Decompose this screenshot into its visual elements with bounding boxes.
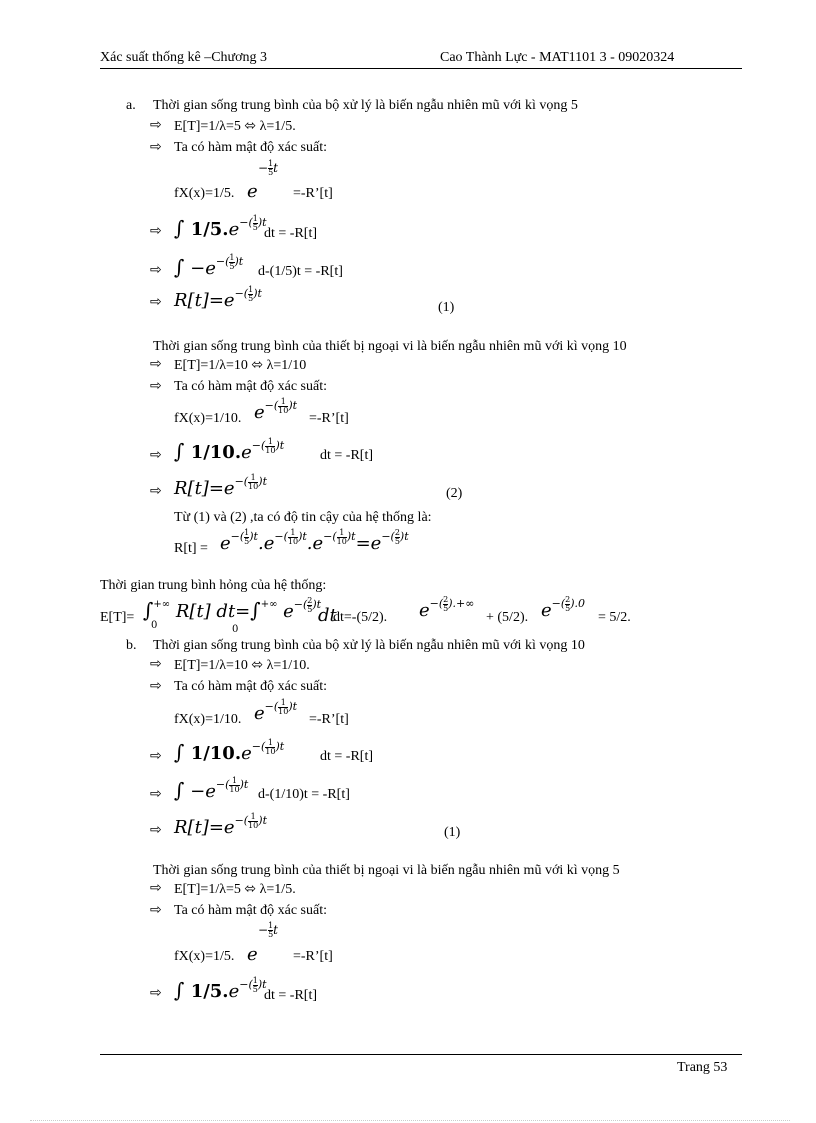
part-a-marker: a. — [126, 98, 136, 113]
header-left: Xác suất thống kê –Chương 3 — [100, 50, 268, 65]
part-b-l1: E[T]=1/λ=10 ⬄ λ=1/10. — [174, 658, 310, 673]
arrow-icon: ⇨ — [150, 902, 162, 918]
arrow-icon: ⇨ — [150, 117, 162, 133]
math-exp: $e^{-( \frac{2}{5} ).0}$ — [541, 594, 586, 621]
part-a-m2: Ta có hàm mật độ xác suất: — [174, 379, 327, 394]
math-exp: $e^{-( \frac{1}{10} )t}$ — [254, 697, 298, 724]
part-a-l4: dt = -R[t] — [264, 226, 317, 241]
arrow-icon: ⇨ — [150, 447, 162, 463]
eq-label: (1) — [444, 825, 461, 840]
integral-expr: ∫ $1/5.e^{-( \frac{1}{5} )t}$ — [174, 975, 267, 1002]
part-b-m2: Ta có hàm mật độ xác suất: — [174, 903, 327, 918]
part-b-l3b: =-R’[t] — [309, 712, 349, 727]
arrow-icon: ⇨ — [150, 294, 162, 310]
arrow-icon: ⇨ — [150, 822, 162, 838]
part-a-intro: Thời gian sống trung bình của bộ xử lý là biến ngẫu nhiên mũ với kì vọng 5 — [153, 98, 578, 113]
part-b-m3a: fX(x)=1/5. — [174, 949, 235, 964]
lower-limit: 0 — [232, 624, 239, 635]
math-e: e — [247, 181, 258, 202]
integral-expr: ∫ $1/10.e^{-( \frac{1}{10} )t}$ — [174, 737, 285, 764]
mean-integral-1: ∫+∞ 0 R[t] dt=∫+∞ $e^{-( \frac{2}{5} )t}$ — [143, 595, 322, 631]
eq-label: (1) — [438, 300, 455, 315]
part-a-m3b: =-R’[t] — [309, 411, 349, 426]
arrow-icon: ⇨ — [150, 262, 162, 278]
math-dt: dt — [318, 605, 337, 626]
part-a-l5: d-(1/5)t = -R[t] — [258, 264, 343, 279]
footer-rule — [100, 1054, 742, 1055]
part-b-marker: b. — [126, 638, 137, 653]
part-b-l2: Ta có hàm mật độ xác suất: — [174, 679, 327, 694]
mean-eq-b: dt=-(5/2). — [333, 610, 388, 625]
part-a-rt: R[t] = — [174, 541, 208, 556]
page-edge — [30, 1120, 790, 1121]
math-e: e — [247, 944, 258, 965]
part-b-intro: Thời gian sống trung bình của bộ xử lý là biến ngẫu nhiên mũ với kì vọng 10 — [153, 638, 585, 653]
arrow-icon: ⇨ — [150, 378, 162, 394]
integral-expr: ∫ $1/5.e^{-( \frac{1}{5} )t}$ — [174, 213, 267, 240]
mean-eq-a: E[T]= — [100, 610, 135, 625]
arrow-icon: ⇨ — [150, 678, 162, 694]
arrow-icon: ⇨ — [150, 880, 162, 896]
rt-expr: $R[t]=e^{-( \frac{1}{5} )t}$ — [174, 284, 262, 311]
part-b-l5: d-(1/10)t = -R[t] — [258, 787, 350, 802]
mean-label: Thời gian trung bình hỏng của hệ thống: — [100, 578, 327, 593]
part-a-l3a: fX(x)=1/5. — [174, 186, 235, 201]
mean-eq-d: = 5/2. — [598, 610, 631, 625]
arrow-icon: ⇨ — [150, 139, 162, 155]
math-exp: $e^{-( \frac{2}{5} ).+\infty}$ — [419, 594, 475, 621]
arrow-icon: ⇨ — [150, 985, 162, 1001]
arrow-icon: ⇨ — [150, 786, 162, 802]
part-a-l2: Ta có hàm mật độ xác suất: — [174, 140, 327, 155]
integral-expr: ∫ $-e^{-( \frac{1}{5} )t}$ — [174, 252, 244, 279]
part-b-l3a: fX(x)=1/10. — [174, 712, 242, 727]
integral-expr: ∫ $-e^{-( \frac{1}{10} )t}$ — [174, 775, 249, 802]
arrow-icon: ⇨ — [150, 656, 162, 672]
part-a-m4: dt = -R[t] — [320, 448, 373, 463]
arrow-icon: ⇨ — [150, 748, 162, 764]
exp-superscript: − $\frac{1}{5}$ t — [258, 159, 278, 177]
part-a-intro2: Thời gian sống trung bình của thiết bị ngoại vi là biến ngẫu nhiên mũ với kì vọng 10 — [153, 339, 627, 354]
arrow-icon: ⇨ — [150, 223, 162, 239]
arrow-icon: ⇨ — [150, 483, 162, 499]
part-a-m1: E[T]=1/λ=10 ⬄ λ=1/10 — [174, 358, 307, 373]
part-a-from: Từ (1) và (2) ,ta có độ tin cậy của hệ thống là: — [174, 510, 432, 525]
mean-eq-c: + (5/2). — [486, 610, 529, 625]
header-right: Cao Thành Lực - MAT1101 3 - 09020324 — [440, 50, 675, 65]
product-expr: $e^{-( \frac{1}{5} )t}.e^{-( \frac{1}{10} )t}.e^{-( \frac{1}{10} )t}=e^{-( \frac{2}{5} )t}$ — [220, 527, 409, 554]
header-rule — [100, 68, 742, 69]
rt-expr: $R[t]=e^{-( \frac{1}{10} )t}$ — [174, 472, 267, 499]
eq-label: (2) — [446, 486, 463, 501]
part-a-l3b: =-R’[t] — [293, 186, 333, 201]
integral-expr: ∫ $1/10.e^{-( \frac{1}{10} )t}$ — [174, 436, 285, 463]
part-a-l1: E[T]=1/λ=5 ⬄ λ=1/5. — [174, 119, 296, 134]
part-b-m1: E[T]=1/λ=5 ⬄ λ=1/5. — [174, 882, 296, 897]
page-number: Trang 53 — [677, 1060, 728, 1075]
part-b-m3b: =-R’[t] — [293, 949, 333, 964]
part-b-m4: dt = -R[t] — [264, 988, 317, 1003]
arrow-icon: ⇨ — [150, 356, 162, 372]
exp-superscript: − $\frac{1}{5}$ t — [258, 921, 278, 939]
part-b-l4: dt = -R[t] — [320, 749, 373, 764]
part-a-m3a: fX(x)=1/10. — [174, 411, 242, 426]
part-b-intro2: Thời gian sống trung bình của thiết bị ngoại vi là biến ngẫu nhiên mũ với kì vọng 5 — [153, 863, 620, 878]
math-exp: $e^{-( \frac{1}{10} )t}$ — [254, 396, 298, 423]
rt-expr: $R[t]=e^{-( \frac{1}{10} )t}$ — [174, 811, 267, 838]
